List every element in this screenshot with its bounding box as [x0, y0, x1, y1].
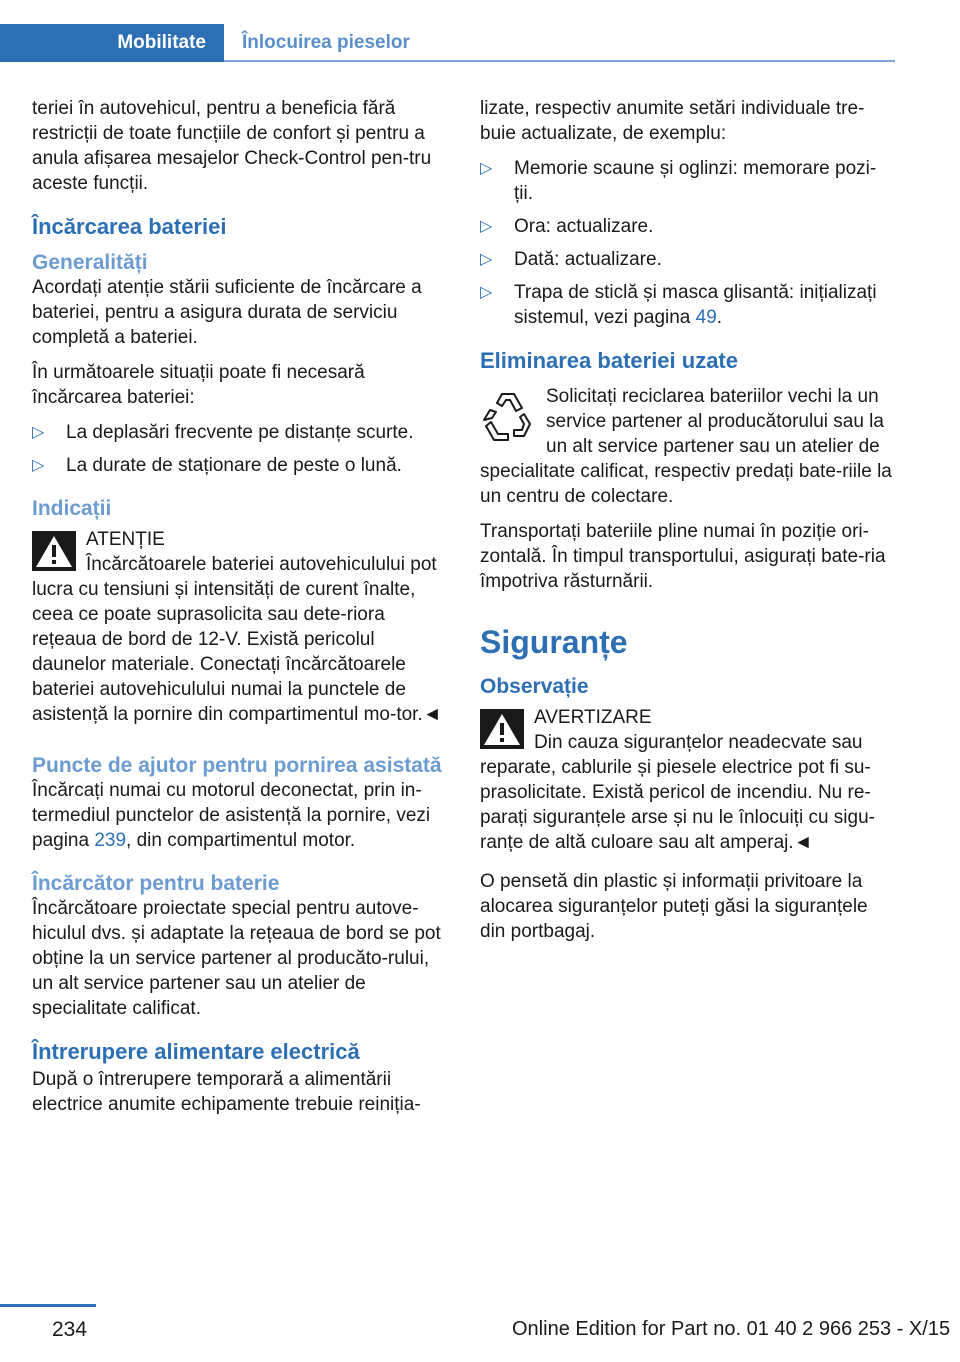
right-column [480, 96, 895, 954]
tweezers-text: O pensetă din plastic și informații privitoare la alocarea siguranțelor puteți găsi la siguranțele din portbagaj. [480, 871, 868, 942]
bullet-triangle-icon: ▷ [480, 218, 493, 235]
bullet-triangle-icon: ▷ [480, 284, 493, 301]
warning-label: AVERTIZARE [534, 707, 652, 728]
section-tab[interactable] [0, 24, 224, 62]
heading-jump-start-points: Puncte de ajutor pentru pornirea asistată [32, 754, 442, 777]
charger-text: Încărcătoare proiectate special pentru autove-hiculul dvs. și adaptate la rețeaua de bord se pot obține la un service partener al producăto-rului, un alt service partener sau un atelier de specialitate calificat. [32, 898, 441, 1019]
page-header [0, 0, 960, 62]
warning-block [32, 527, 447, 727]
chapter-label: Înlocuirea pieselor [242, 32, 410, 53]
jump-start-text: Încărcați numai cu motorul deconectat, prin in-termediul punctelor de asistență la pornire, vezi pagina 239, din compartimentul motor. [32, 780, 431, 851]
transport-text: Transportați bateriile pline numai în poziție ori-zontală. În timpul transportului, asigurați bate-ria împotriva răsturnării. [480, 521, 886, 592]
recycle-icon [480, 388, 536, 448]
disposal-text: Solicitați reciclarea bateriilor vechi la un service partener al producătorului sau la un alt service partener sau un atelier de specialitate calificat, respectiv predați bate-riile la un centru de colectare. [480, 386, 892, 507]
section-label: Mobilitate [117, 32, 206, 53]
heading-notes: Indicații [32, 497, 112, 520]
right-intro-text: lizate, respectiv anumite setări individuale tre-buie actualizate, de exemplu: [480, 98, 865, 144]
reset-bullet-list [480, 156, 895, 330]
heading-observation: Observație [480, 675, 589, 698]
charging-bullet-list [32, 420, 447, 478]
list-item: ▷ Trapa de sticlă și masca glisantă: inițializați sistemul, vezi pagina 49. [480, 282, 877, 328]
footer-rule [0, 1304, 96, 1307]
list-item: ▷ La deplasări frecvente pe distanțe scurte. [32, 422, 414, 443]
power-text: După o întrerupere temporară a alimentării electrice anumite echipamente trebuie reiniția- [32, 1069, 421, 1115]
heading-battery-charging: Încărcarea bateriei [32, 214, 227, 239]
list-item: ▷ Ora: actualizare. [480, 216, 654, 237]
warning-text: Din cauza siguranțelor neadecvate sau reparate, cablurile și piesele electrice pot fi su-prasolicitate. Există pericol de incendiu. Nu re-parați siguranțele arse și nu le înlocuiți cu sigu-ranțe de altă culoare sau alt amperaj.◄ [480, 732, 875, 853]
list-item: ▷ Dată: actualizare. [480, 249, 662, 270]
heading-general: Generalități [32, 251, 148, 274]
disposal-block [480, 384, 895, 509]
page-link-49[interactable]: 49 [695, 307, 717, 328]
warning-text: Încărcătoarele bateriei autovehiculului pot lucra cu tensiuni și intensități de curent înalte, ceea ce poate suprasolicita sau dete-riora rețeaua de bord de 12-V. Există pericolul daunelor materiale. Conectați încărcătoarele bateriei autovehiculului numai la punctele de asistență la pornire din compartimentul mo-tor.◄ [32, 554, 442, 725]
warning-triangle-icon [480, 709, 524, 749]
edition-note: Online Edition for Part no. 01 40 2 966 253 - X/15 [512, 1318, 951, 1340]
bullet-triangle-icon: ▷ [32, 424, 45, 441]
heading-fuses: Siguranțe [480, 624, 628, 660]
left-column [32, 96, 447, 1127]
bullet-triangle-icon: ▷ [32, 457, 45, 474]
page-link-239[interactable]: 239 [94, 830, 127, 851]
bullet-triangle-icon: ▷ [480, 160, 493, 177]
general-text-1: Acordați atenție stării suficiente de încărcare a bateriei, pentru a asigura durata de serviciu completă a bateriei. [32, 277, 422, 348]
page-number: 234 [52, 1318, 88, 1341]
intro-text: teriei în autovehicul, pentru a beneficia fără restricții de toate funcțiile de confort și pentru a anula afișarea mesajelor Check-Control pen-tru aceste funcții. [32, 98, 432, 194]
warning-label: ATENȚIE [86, 529, 165, 550]
warning-block [480, 705, 895, 855]
heading-battery-charger: Încărcător pentru baterie [32, 872, 280, 895]
list-item: ▷ Memorie scaune și oglinzi: memorare pozi-ții. [480, 158, 877, 204]
warning-triangle-icon [32, 531, 76, 571]
bullet-triangle-icon: ▷ [480, 251, 493, 268]
general-text-2: În următoarele situații poate fi necesară încărcarea bateriei: [32, 362, 365, 408]
header-rule [224, 60, 895, 62]
list-item: ▷ La durate de staționare de peste o lună. [32, 455, 402, 476]
heading-battery-disposal: Eliminarea bateriei uzate [480, 348, 738, 373]
heading-power-interruption: Întrerupere alimentare electrică [32, 1039, 360, 1064]
chapter-tab[interactable] [224, 24, 410, 62]
